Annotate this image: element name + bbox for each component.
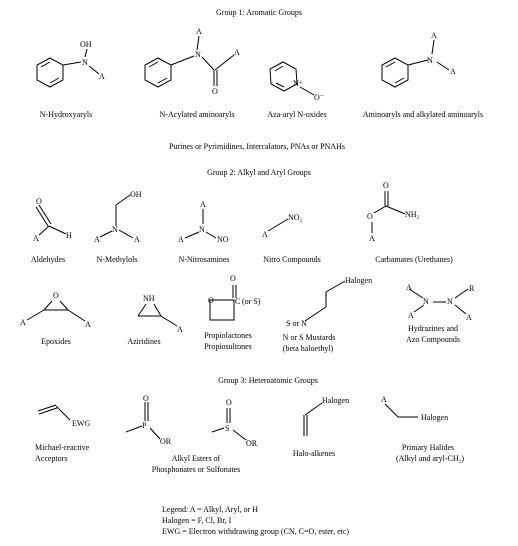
label-azo-compounds: Azo Compounds — [406, 335, 460, 344]
atom-or: OR — [246, 439, 258, 448]
atom-a: A — [134, 235, 140, 244]
atom-o: O — [208, 296, 214, 305]
label-n-hydroxyaryls: N-Hydroxyaryls — [39, 110, 93, 119]
label-propiosultones: Propiosultones — [204, 342, 252, 351]
aza-aryl-n-oxide-structure — [270, 62, 314, 95]
atom-a: A — [381, 395, 387, 404]
hydrazine-structure — [409, 289, 468, 314]
atom-ewg: EWG — [72, 419, 91, 428]
atom-n: N — [427, 56, 433, 65]
label-aza-aryl-n-oxides: Aza-aryl N-oxides — [267, 110, 327, 119]
atom-n: N — [112, 225, 118, 234]
atom-a: A — [408, 311, 414, 320]
legend-line-1: Legend: A = Alkyl, Aryl, or H — [162, 505, 259, 514]
atom-o: O — [230, 274, 236, 283]
atom-a: A — [234, 48, 240, 57]
label-propiolactones: Propiolactones — [204, 331, 252, 340]
label-primary-halides-sub: (Alkyl and aryl-CH₂) — [395, 454, 465, 463]
label-acceptors: Acceptors — [35, 454, 68, 463]
atom-a: A — [200, 200, 206, 209]
atom-halogen: Halogen — [345, 276, 373, 285]
atom-s: S — [225, 424, 230, 433]
atom-oh: OH — [80, 40, 92, 49]
atom-a: A — [85, 320, 91, 329]
legend-line-3: EWG = Electron withdrawing group (CN, C=O, ester, etc) — [162, 527, 350, 536]
atom-a: A — [262, 230, 268, 239]
atom-o: O — [212, 87, 218, 96]
or-s-note: (or S) — [242, 297, 261, 306]
atom-nh: NH — [143, 294, 155, 303]
atom-p: P — [142, 421, 147, 430]
atom-s-or-n: S or N — [286, 319, 307, 328]
label-aldehydes: Aldehydes — [30, 255, 66, 264]
atom-n: N — [82, 58, 88, 67]
atom-o: O — [226, 398, 232, 407]
atom-oh: OH — [130, 190, 142, 199]
atom-a: A — [178, 235, 184, 244]
heading-group-3: Group 3: Heteroatomic Groups — [218, 376, 318, 385]
atom-a: A — [369, 234, 375, 243]
carbamate-structure — [372, 191, 405, 233]
label-primary-halides: Primary Halides — [401, 443, 455, 452]
atom-o: O — [367, 212, 373, 221]
atom-a: A — [20, 318, 26, 327]
atom-n: N — [195, 50, 201, 59]
atom-o-minus: O⁻ — [314, 93, 324, 102]
atom-a: A — [177, 325, 183, 334]
heading-group-1: Group 1: Aromatic Groups — [216, 8, 302, 17]
atom-a: A — [431, 31, 437, 40]
nitro-structure — [268, 219, 288, 231]
label-n-nitrosamines: N-Nitrosamines — [178, 255, 230, 264]
label-n-methylols: N-Methylols — [96, 255, 138, 264]
atom-n: N — [423, 297, 429, 306]
atom-n-plus: N⁺ — [293, 79, 303, 88]
label-n-acylated-aminoaryls: N-Acylated aminoaryls — [159, 110, 235, 119]
atom-n: N — [199, 225, 205, 234]
atom-a: A — [33, 234, 39, 243]
label-nitro-compounds: Nitro Compounds — [263, 255, 321, 264]
label-aziridines: Aziridines — [127, 337, 161, 346]
label-halo-alkenes: Halo-alkenes — [292, 449, 336, 458]
label-mustards-beta: (beta haloethyl) — [282, 344, 334, 353]
atom-or: OR — [160, 437, 172, 446]
atom-halogen: Halogen — [421, 413, 449, 422]
atom-a: A — [466, 313, 472, 322]
label-epoxides: Epoxides — [41, 337, 71, 346]
atom-a: A — [196, 27, 202, 36]
atom-c: C — [235, 297, 241, 306]
label-phosphonates-sulfonates: Phosphonates or Sulfonates — [151, 465, 241, 474]
atom-o: O — [36, 197, 42, 206]
n-hydroxyaryl-structure — [37, 49, 99, 87]
atom-no2: NO₂ — [288, 213, 303, 222]
primary-halide-structure — [385, 404, 418, 417]
atom-a: A — [94, 235, 100, 244]
mustard-structure — [305, 281, 345, 321]
atom-n: N — [447, 297, 453, 306]
atom-nh2: NH₂ — [405, 210, 420, 219]
heading-group-1-subtitle: Purines or Pyrimidines, Intercalators, PNAs or PNAHs — [169, 142, 345, 151]
legend — [162, 504, 349, 537]
haloalkene-structure — [304, 403, 322, 436]
epoxide-structure — [27, 301, 85, 321]
label-mustards: N or S Mustards — [282, 333, 336, 342]
heading-group-2: Group 2: Alkyl and Aryl Groups — [207, 168, 311, 177]
atom-a: A — [406, 283, 412, 292]
label-hydrazines: Hydrazines and — [408, 324, 458, 333]
atom-no: NO — [217, 235, 229, 244]
atom-a: A — [99, 72, 105, 81]
aziridine-structure — [138, 304, 177, 326]
legend-line-2: Halogen = F, Cl, Br, I — [162, 516, 232, 525]
atom-o: O — [383, 181, 389, 190]
label-michael-acceptors: Michael-reactive — [35, 443, 90, 452]
label-alkyl-esters: Alkyl Esters of — [171, 454, 221, 463]
label-carbamates: Carbamates (Urethanes) — [375, 255, 453, 264]
atom-a: A — [450, 67, 456, 76]
label-aminoaryls: Aminoaryls and alkylated aminoaryls — [362, 110, 484, 119]
atom-o: O — [53, 291, 59, 300]
michael-acceptor-structure — [38, 405, 70, 420]
n-acylated-aminoaryl-structure — [145, 36, 234, 87]
atom-h: H — [66, 231, 72, 240]
aminoaryl-structure — [382, 40, 449, 87]
atom-o: O — [143, 394, 149, 403]
atom-r: R — [469, 284, 475, 293]
aldehyde-structure — [36, 205, 66, 235]
atom-halogen: Halogen — [322, 396, 350, 405]
